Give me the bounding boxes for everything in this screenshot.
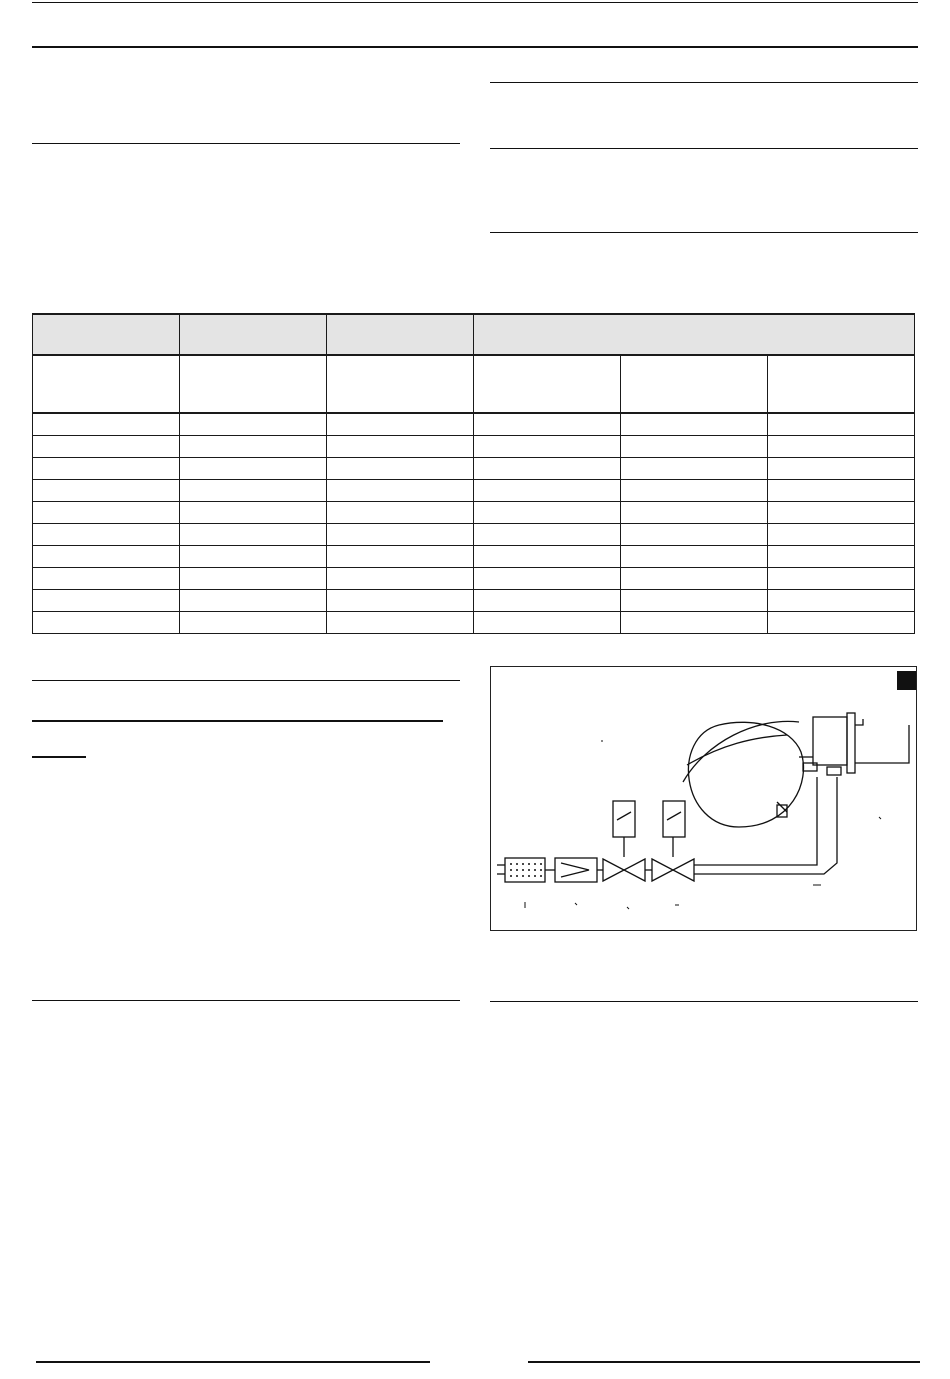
table-header-cell: [180, 355, 327, 413]
table-cell: [180, 413, 327, 436]
filter-icon: [505, 858, 545, 882]
table-cell: [474, 612, 621, 634]
table-cell: [621, 480, 768, 502]
table-cell: [327, 568, 474, 590]
table-cell: [180, 480, 327, 502]
table-cell: [327, 612, 474, 634]
footer-rule-right: [528, 1361, 920, 1363]
boiler-icon: [683, 721, 803, 827]
table-cell: [474, 436, 621, 458]
left-underline-rule: [32, 720, 443, 722]
table-cell: [33, 546, 180, 568]
data-table: [32, 313, 915, 634]
table-row: [33, 436, 915, 458]
table-cell: [621, 546, 768, 568]
left-section-rule-1: [32, 143, 460, 144]
table-cell: [327, 590, 474, 612]
solenoid-valve-icon: [603, 801, 645, 881]
table-cell: [327, 502, 474, 524]
table-cell: [768, 612, 915, 634]
table-cell: [327, 480, 474, 502]
table-cell: [768, 524, 915, 546]
table-header-group-cell: [474, 314, 915, 355]
table-cell: [474, 546, 621, 568]
table-cell: [180, 502, 327, 524]
table-cell: [33, 413, 180, 436]
table-row: [33, 568, 915, 590]
table-cell: [621, 612, 768, 634]
table-cell: [621, 413, 768, 436]
table-cell: [474, 524, 621, 546]
table-row: [33, 546, 915, 568]
table-cell: [474, 480, 621, 502]
table-cell: [768, 413, 915, 436]
right-section-rule-3: [490, 232, 918, 233]
table-cell: [33, 524, 180, 546]
table-row: [33, 612, 915, 634]
table-cell: [33, 436, 180, 458]
table-cell: [768, 480, 915, 502]
table-cell: [327, 413, 474, 436]
table-cell: [768, 590, 915, 612]
left-section-rule-2: [32, 680, 460, 681]
right-section-rule-4: [490, 1001, 918, 1002]
regulator-icon: [555, 858, 597, 882]
table-cell: [327, 524, 474, 546]
table-cell: [180, 436, 327, 458]
table-cell: [33, 568, 180, 590]
header-rule: [32, 46, 918, 48]
table-header-cell: [33, 314, 180, 355]
table-cell: [180, 590, 327, 612]
table-cell: [33, 458, 180, 480]
table-header-cell: [327, 314, 474, 355]
table-cell: [33, 590, 180, 612]
table-cell: [327, 436, 474, 458]
table-cell: [327, 546, 474, 568]
gas-train-diagram: [490, 666, 917, 931]
table-cell: [474, 590, 621, 612]
table-cell: [768, 436, 915, 458]
diagram-drawing: [491, 667, 918, 932]
table-cell: [180, 612, 327, 634]
table-row: [33, 413, 915, 436]
table-cell: [621, 590, 768, 612]
top-border: [32, 2, 918, 3]
table-cell: [180, 458, 327, 480]
solenoid-valve-icon: [652, 801, 694, 881]
table-cell: [768, 568, 915, 590]
table-row: [33, 524, 915, 546]
table-subheader-cell: [621, 355, 768, 413]
table-cell: [621, 436, 768, 458]
table-cell: [768, 546, 915, 568]
table-body: [33, 413, 915, 634]
footer-rule-left: [36, 1361, 430, 1363]
table-subheader-cell: [474, 355, 621, 413]
table-row: [33, 590, 915, 612]
table-cell: [768, 458, 915, 480]
table-subheader-cell: [768, 355, 915, 413]
left-short-underline: [32, 756, 86, 758]
table-cell: [474, 502, 621, 524]
table-header-cell: [180, 314, 327, 355]
table-cell: [33, 502, 180, 524]
table-cell: [327, 458, 474, 480]
table-header-cell: [33, 355, 180, 413]
table-cell: [33, 480, 180, 502]
table-row: [33, 480, 915, 502]
right-section-rule-2: [490, 148, 918, 149]
table-cell: [768, 502, 915, 524]
table-cell: [474, 458, 621, 480]
table-cell: [180, 524, 327, 546]
burner-icon: [799, 713, 909, 775]
right-section-rule-1: [490, 82, 918, 83]
table-cell: [474, 413, 621, 436]
table-cell: [621, 568, 768, 590]
table-cell: [621, 524, 768, 546]
table-cell: [180, 568, 327, 590]
left-section-rule-3: [32, 1000, 460, 1001]
table-cell: [180, 546, 327, 568]
table-row: [33, 502, 915, 524]
table-row: [33, 458, 915, 480]
table-header-cell: [327, 355, 474, 413]
table-cell: [621, 502, 768, 524]
supply-pipe-icon: [497, 865, 505, 874]
table-header-row-1: [33, 314, 915, 355]
table-header-row-2: [33, 355, 915, 413]
table-cell: [33, 612, 180, 634]
table-cell: [474, 568, 621, 590]
table-cell: [621, 458, 768, 480]
